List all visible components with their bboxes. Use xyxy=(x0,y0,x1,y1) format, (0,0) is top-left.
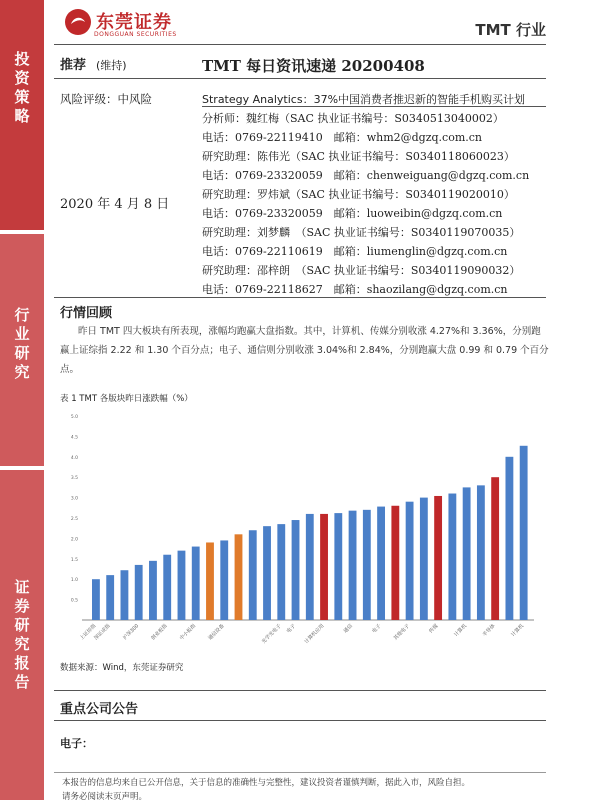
bar xyxy=(391,506,399,620)
bar xyxy=(434,496,442,620)
analyst-line: 电话：0769-22110619 邮箱：liumenglin@dgzq.com.cn xyxy=(202,245,508,258)
x-tick-label: 计算机 xyxy=(510,623,526,639)
bar xyxy=(406,502,414,620)
x-tick-label: 传媒 xyxy=(428,623,440,635)
bar xyxy=(121,570,129,620)
bar xyxy=(420,498,428,620)
market-review-text: 昨日 TMT 四大板块有所表现，涨幅均跑赢大盘指数。其中，计算机、传媒分别收涨 4.27%和 3.36%，分别跑赢上证综指 2.22 和 1.30 个百分点；电子、通信则分别收涨 3.04%和 2.84%，分别跑赢大盘 0.99 和 0.79 个百分点。 xyxy=(60,326,549,375)
x-tick-label: 沪深300 xyxy=(122,623,141,642)
side-tab-industry xyxy=(0,234,44,466)
analyst-line: 电话：0769-23320059 邮箱：luoweibin@dgzq.com.cn xyxy=(202,207,503,220)
report-title: TMT 每日资讯速递 20200408 xyxy=(202,57,425,75)
analyst-line: 分析师：魏红梅（SAC 执业证书编号：S0340513040002） xyxy=(202,112,504,125)
bar xyxy=(206,542,214,620)
analyst-list xyxy=(202,109,529,299)
y-tick-label: 4.0 xyxy=(70,455,78,461)
x-tick-label: 计算机应用 xyxy=(303,623,326,646)
side-tab-char: 证 xyxy=(14,578,30,596)
bar xyxy=(292,520,300,620)
side-tab-char: 策 xyxy=(14,88,30,106)
section-divider xyxy=(54,690,546,691)
y-tick-label: 3.5 xyxy=(70,476,78,482)
announcements-electronics: 电子： xyxy=(60,737,93,750)
analyst-line: 研究助理：刘梦麟 （SAC 执业证书编号：S0340119070035） xyxy=(202,226,521,239)
risk-level: 风险评级：中风险 xyxy=(60,92,152,106)
x-tick-label: 光学光电子 xyxy=(260,623,283,646)
y-tick-label: 1.5 xyxy=(70,557,78,563)
x-tick-label: 深证成指 xyxy=(93,623,112,642)
x-tick-label: 上证综指 xyxy=(78,623,98,642)
announcements-divider xyxy=(54,720,546,721)
bar xyxy=(149,561,157,620)
brand-logo-icon xyxy=(62,6,94,38)
x-tick-label: 电子 xyxy=(371,623,383,635)
analyst-line: 研究助理：邵梓朗 （SAC 执业证书编号：S0340119090032） xyxy=(202,264,521,277)
bar xyxy=(349,511,357,620)
announcements-title: 重点公司公告 xyxy=(60,702,139,717)
brand-name: 东莞证券 xyxy=(96,12,172,33)
bar xyxy=(220,540,228,620)
y-tick-label: 2.5 xyxy=(70,517,78,522)
brand-name-en: DONGGUAN SECURITIES xyxy=(94,31,177,38)
analyst-line: 电话：0769-22119410 邮箱：whm2@dgzq.com.cn xyxy=(202,131,482,144)
report-date: 2020 年 4 月 8 日 xyxy=(60,197,170,212)
bar xyxy=(306,514,314,620)
bar xyxy=(334,513,342,620)
y-tick-label: 2.0 xyxy=(70,537,78,543)
bar xyxy=(178,551,186,620)
side-tab-char: 业 xyxy=(14,325,30,343)
bar xyxy=(277,524,285,620)
analyst-line: 电话：0769-23320059 邮箱：chenweiguang@dgzq.com.cn xyxy=(202,169,530,182)
bar xyxy=(505,457,513,620)
bar xyxy=(106,575,114,620)
analyst-line: 研究助理：陈伟光（SAC 执业证书编号：S0340118060023） xyxy=(202,150,515,163)
bar xyxy=(163,555,171,620)
disclaimer-line: 本报告的信息均来自已公开信息，关于信息的准确性与完整性，建议投资者谨慎判断，据此入市，风险自担。 xyxy=(62,778,471,788)
side-tab-char: 行 xyxy=(14,306,30,324)
side-tab-strategy xyxy=(0,0,44,230)
analyst-line: 电话：0769-22118627 邮箱：shaozilang@dgzq.com.cn xyxy=(202,283,508,296)
bar xyxy=(192,547,200,620)
bar xyxy=(363,510,371,620)
side-tab-char: 告 xyxy=(14,673,30,691)
analyst-divider xyxy=(54,297,546,298)
bar xyxy=(463,487,471,620)
header-divider xyxy=(54,44,546,45)
x-tick-label: 通信 xyxy=(342,623,354,635)
side-tab-char: 究 xyxy=(14,635,30,653)
side-tab-char: 资 xyxy=(14,69,30,87)
side-tab-char: 报 xyxy=(14,654,30,672)
x-tick-label: 计算机 xyxy=(453,623,469,639)
disclaimer-line: 请务必阅读末页声明。 xyxy=(62,792,148,802)
x-tick-label: 创业板指 xyxy=(150,623,169,642)
industry-tag: TMT 行业 xyxy=(475,21,546,39)
bar xyxy=(92,579,100,620)
bar xyxy=(477,485,485,620)
bar xyxy=(135,565,143,620)
chart-source: 数据来源：Wind，东莞证券研究 xyxy=(60,663,184,673)
footer-divider xyxy=(54,772,546,773)
x-tick-label: 其他电子 xyxy=(392,623,412,642)
rating-note: (维持) xyxy=(96,59,127,72)
x-tick-label: 电子 xyxy=(285,623,297,635)
side-tab-char: 投 xyxy=(14,50,30,68)
analyst-line: 研究助理：罗炜斌（SAC 执业证书编号：S0340119020010） xyxy=(202,188,515,201)
bar xyxy=(263,526,271,620)
bar xyxy=(235,534,243,620)
subtitle-divider xyxy=(202,106,546,107)
bar xyxy=(320,514,328,620)
y-tick-label: 3.0 xyxy=(70,496,78,502)
bar xyxy=(520,446,528,620)
side-tab-char: 券 xyxy=(14,597,30,615)
sector-change-chart xyxy=(60,410,540,658)
chart-caption: 表 1 TMT 各版块昨日涨跌幅（%） xyxy=(60,394,193,404)
bar xyxy=(377,507,385,620)
side-tab-char: 略 xyxy=(14,107,30,125)
side-tab-char: 研 xyxy=(14,344,30,362)
bar xyxy=(491,477,499,620)
y-tick-label: 0.5 xyxy=(70,598,78,604)
x-tick-label: 中小板指 xyxy=(178,623,198,642)
bar xyxy=(249,530,257,620)
side-tab-report xyxy=(0,470,44,800)
x-tick-label: 通信设备 xyxy=(207,623,226,642)
x-tick-label: 半导体 xyxy=(481,623,497,639)
side-tab-char: 究 xyxy=(14,363,30,381)
rating: 推荐 (维持) xyxy=(60,58,127,73)
y-tick-label: 4.5 xyxy=(70,435,78,441)
bar xyxy=(448,494,456,620)
title-divider xyxy=(54,78,546,79)
y-tick-label: 5.0 xyxy=(70,415,78,420)
side-tab-char: 研 xyxy=(14,616,30,634)
report-subtitle: Strategy Analytics：37%中国消费者推迟新的智能手机购买计划 xyxy=(202,93,526,106)
y-tick-label: 1.0 xyxy=(70,578,78,584)
market-review-title: 行情回顾 xyxy=(60,306,113,321)
